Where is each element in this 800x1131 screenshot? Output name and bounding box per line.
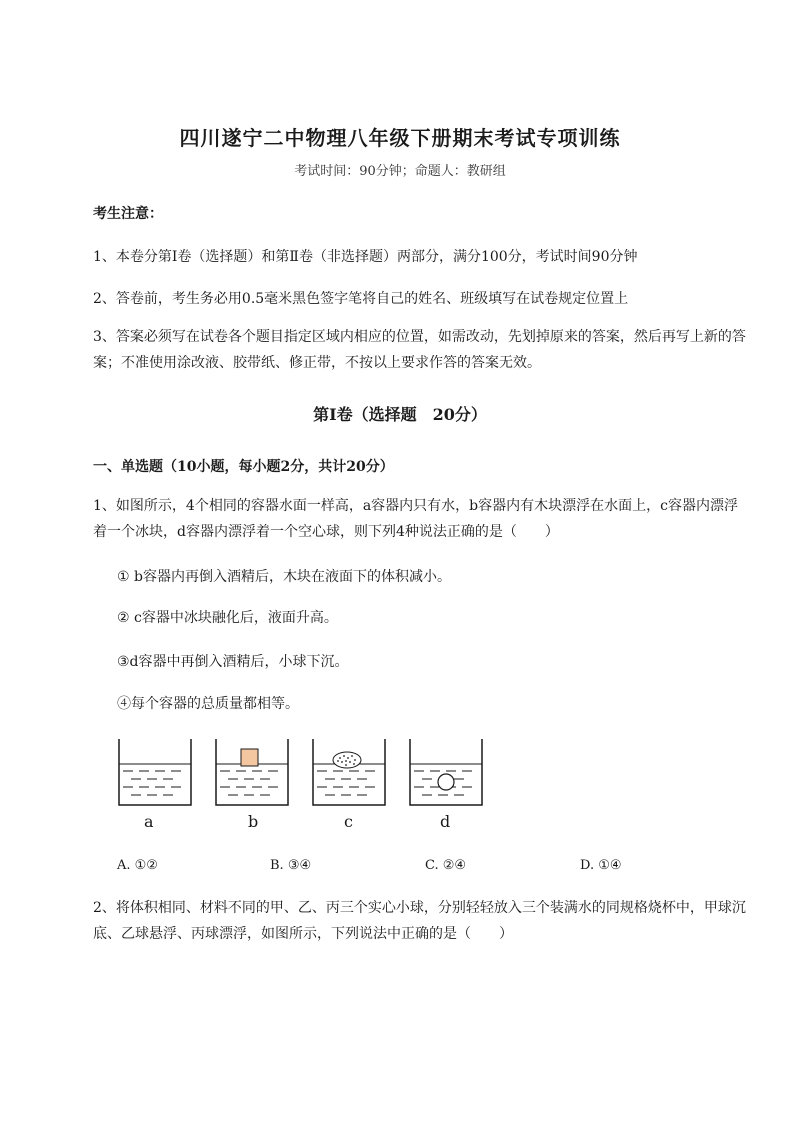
statement-3: ③d容器中再倒入酒精后，小球下沉。 xyxy=(117,654,349,670)
exam-meta: 考试时间：90分钟；命题人：教研组 xyxy=(294,164,506,179)
question-2-stem: 2、将体积相同、材料不同的甲、乙、丙三个实心小球，分别轻轻放入三个装满水的同规格烧杯中，甲球沉底、乙球悬浮、丙球漂浮，如图所示，下列说法中正确的是（ ） xyxy=(93,900,746,942)
statement-1: ① b容器内再倒入酒精后，木块在液面下的体积减小。 xyxy=(117,569,451,585)
container-a xyxy=(119,739,191,805)
figure-label-b: b xyxy=(248,812,259,831)
container-c xyxy=(313,739,385,805)
hollow-ball xyxy=(438,774,454,790)
wood-block xyxy=(241,749,258,766)
figure-label-c: c xyxy=(344,812,353,831)
option-b[interactable]: B. ③④ xyxy=(270,858,312,873)
notice-item-2: 2、答卷前，考生务必用0.5毫米黑色签字笔将自己的姓名、班级填写在试卷规定位置上 xyxy=(93,291,629,307)
figure-label-d: d xyxy=(440,812,451,831)
statement-2: ② c容器中冰块融化后，液面升高。 xyxy=(117,610,338,626)
part-heading: 一、单选题（10小题，每小题2分，共计20分） xyxy=(93,459,394,475)
notice-heading: 考生注意： xyxy=(93,206,163,222)
option-a[interactable]: A. ①② xyxy=(117,858,158,873)
statement-4: ④每个容器的总质量都相等。 xyxy=(117,696,299,712)
question-1-stem: 1、如图所示，4个相同的容器水面一样高，a容器内只有水，b容器内有木块漂浮在水面上，c容器内漂浮着一个冰块，d容器内漂浮着一个空心球，则下列4种说法正确的是（ ） xyxy=(93,498,738,540)
option-c[interactable]: C. ②④ xyxy=(425,858,467,873)
option-d[interactable]: D. ①④ xyxy=(580,858,622,873)
container-d xyxy=(410,739,482,805)
section-title: 第Ⅰ卷（选择题 20分） xyxy=(313,405,487,424)
notice-item-1: 1、本卷分第Ⅰ卷（选择题）和第Ⅱ卷（非选择题）两部分，满分100分，考试时间90分钟 xyxy=(93,249,638,265)
page-title: 四川遂宁二中物理八年级下册期末考试专项训练 xyxy=(179,126,621,150)
figure-label-a: a xyxy=(144,812,154,831)
ice-block xyxy=(333,752,361,768)
notice-item-3: 3、答案必须写在试卷各个题目指定区域内相应的位置，如需改动，先划掉原来的答案，然后再写上新的答案；不准使用涂改液、胶带纸、修正带，不按以上要求作答的答案无效。 xyxy=(93,329,746,371)
